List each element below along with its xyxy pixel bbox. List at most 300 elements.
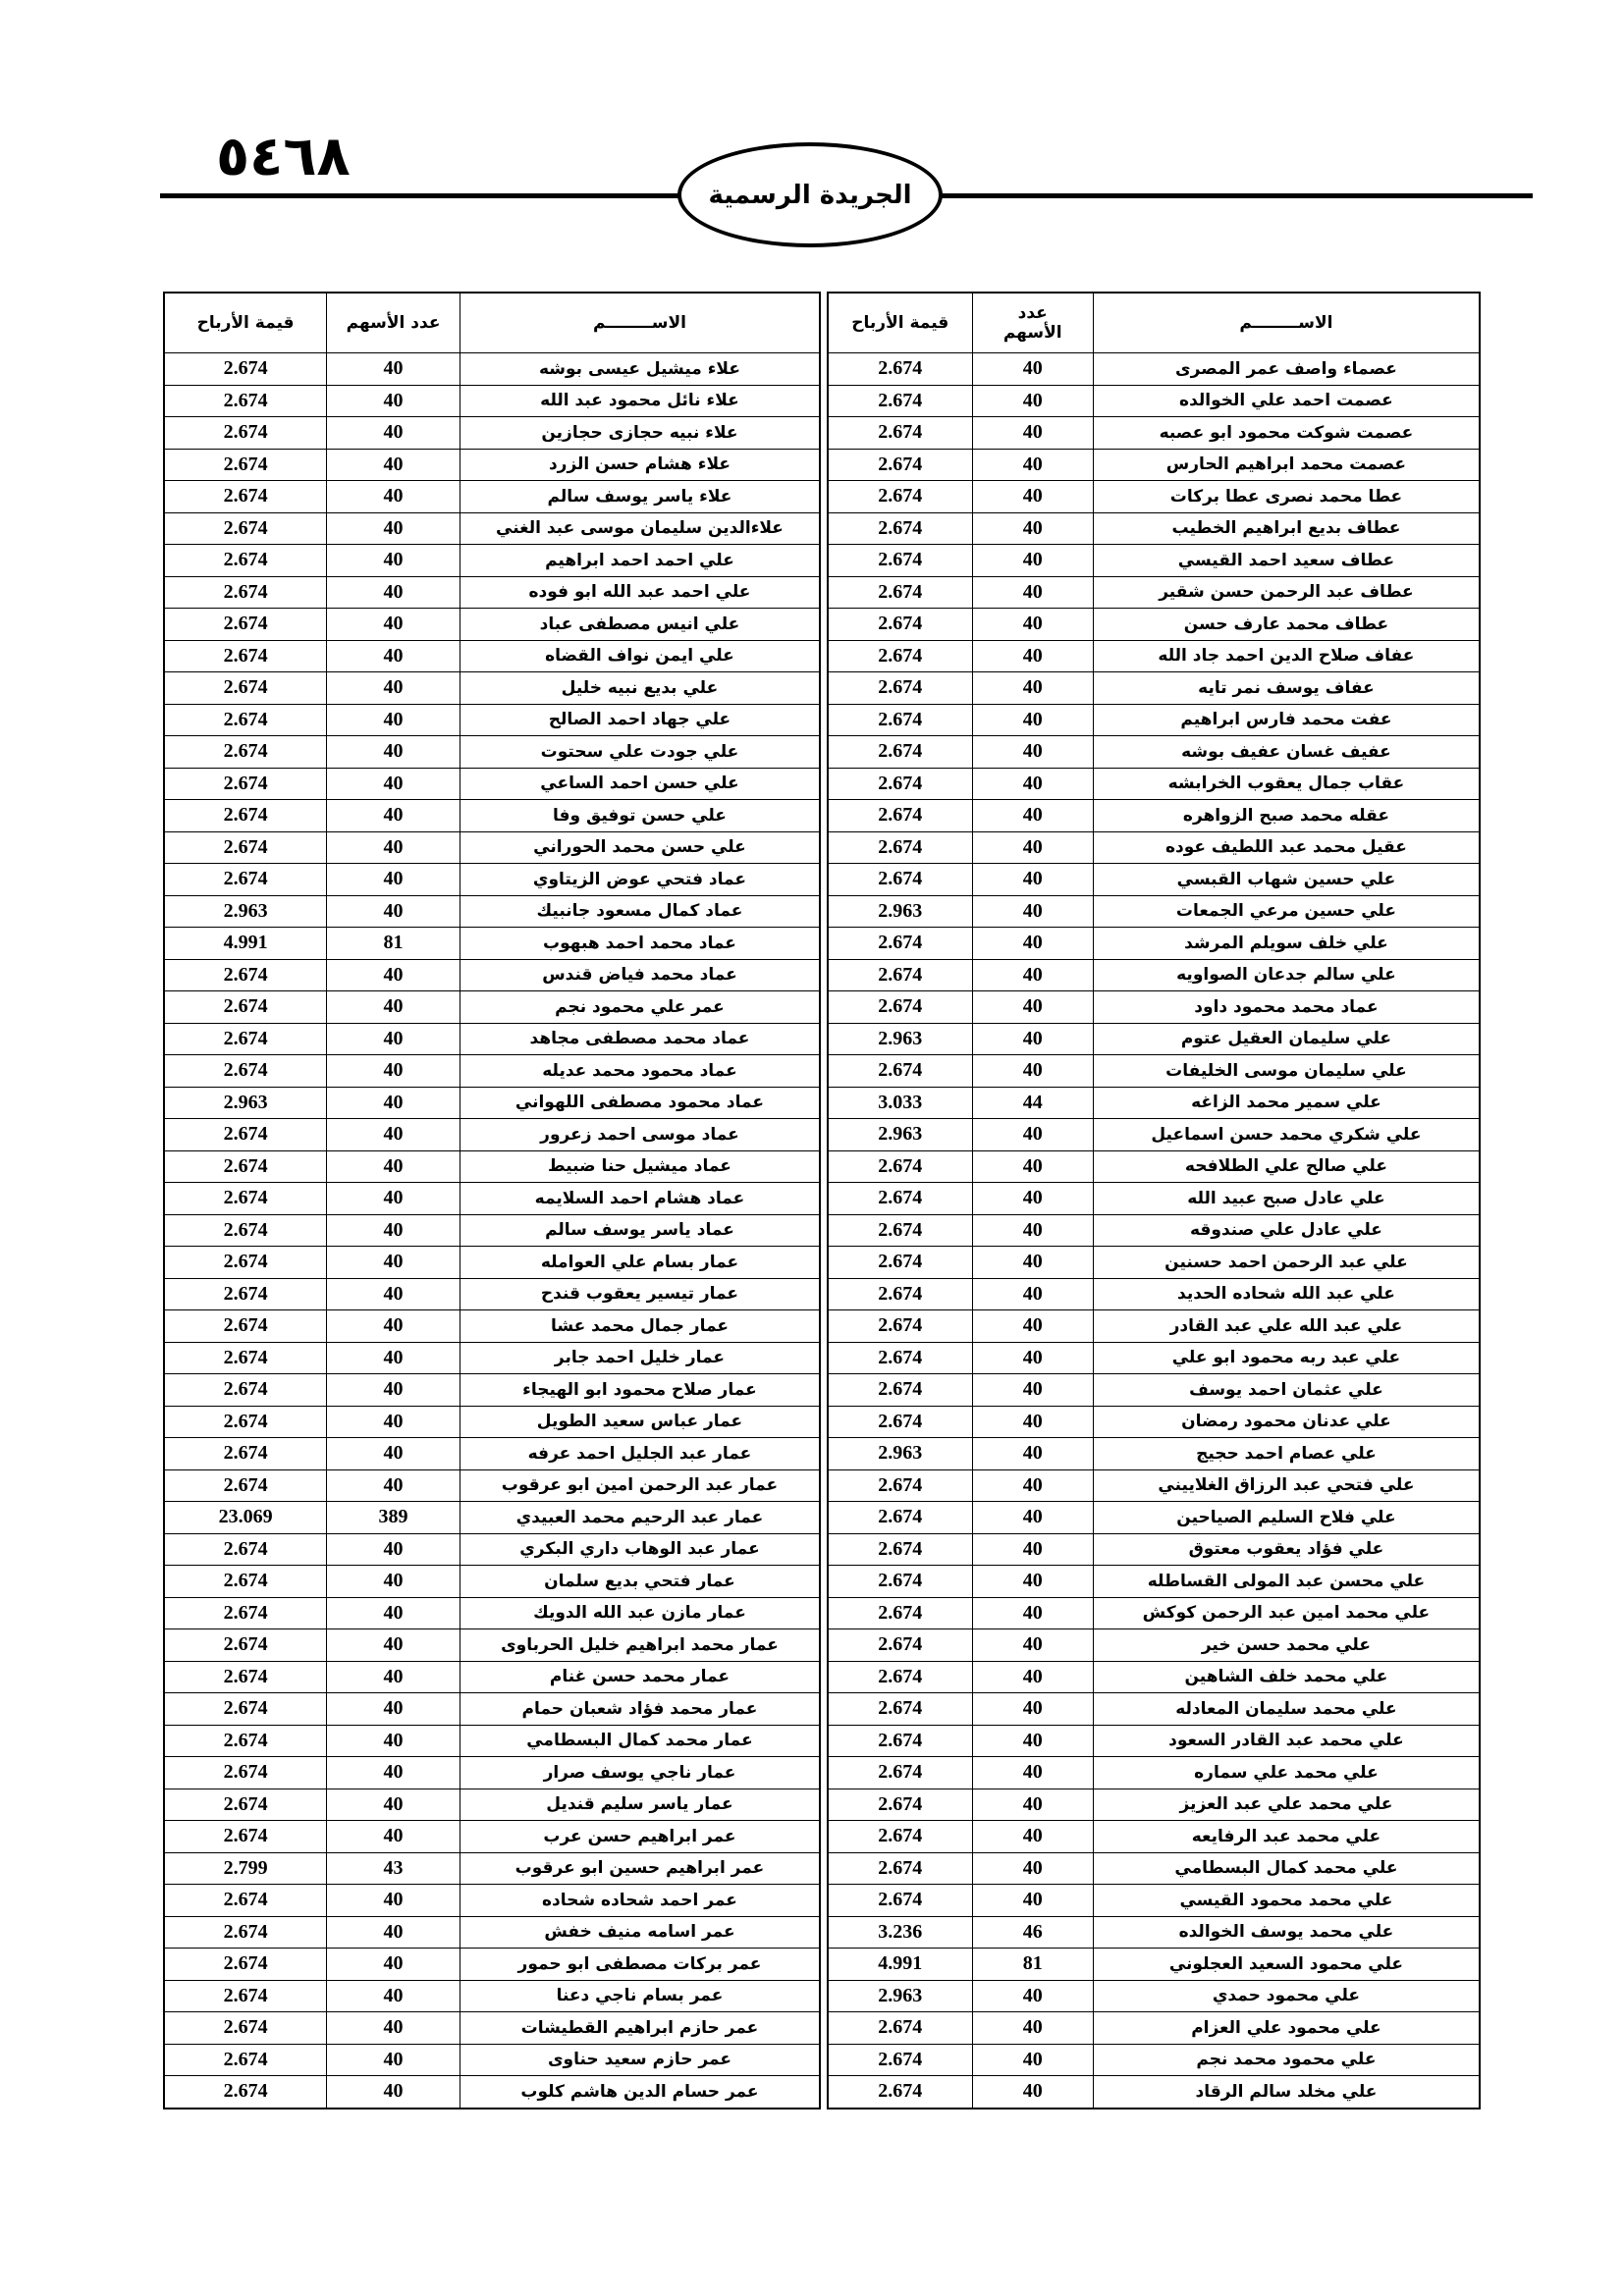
- shareholder-name: علي صالح علي الطلافحه: [1093, 1150, 1480, 1183]
- column-header-shares-line1: عدد: [1017, 303, 1048, 323]
- table-row: [828, 1757, 1480, 1789]
- profit-value: 2.674: [828, 1406, 972, 1438]
- table-row: [828, 768, 1480, 800]
- profit-value: 2.674: [164, 2044, 327, 2076]
- share-count: 40: [327, 2012, 460, 2045]
- shareholders-table-right: [827, 292, 1481, 2109]
- table-row: [164, 864, 820, 896]
- profit-value: 2.674: [164, 831, 327, 864]
- profit-value: 2.674: [828, 1821, 972, 1853]
- share-count: 40: [327, 1406, 460, 1438]
- profit-value: 2.674: [828, 768, 972, 800]
- shareholder-name: عفيف غسان عفيف بوشه: [1093, 736, 1480, 769]
- share-count: 40: [972, 576, 1093, 609]
- share-count: 40: [327, 1055, 460, 1088]
- share-count: 40: [327, 545, 460, 577]
- share-count: 40: [327, 1183, 460, 1215]
- table-row: [828, 1214, 1480, 1247]
- shareholder-name: علي محمود محمد نجم: [1093, 2044, 1480, 2076]
- profit-value: 2.674: [164, 1629, 327, 1662]
- shareholder-name: علي احمد احمد ابراهيم: [460, 545, 820, 577]
- profit-value: 2.963: [828, 1980, 972, 2012]
- table-row: [164, 1597, 820, 1629]
- profit-value: 2.674: [164, 1885, 327, 1917]
- profit-value: 2.674: [164, 1247, 327, 1279]
- shareholder-name: عمار عبد الرحمن امين ابو عرقوب: [460, 1469, 820, 1502]
- table-row: [828, 1342, 1480, 1374]
- shareholder-name: عمار محمد حسن غنام: [460, 1661, 820, 1693]
- table-row: [164, 1247, 820, 1279]
- table-row: [164, 385, 820, 417]
- table-row: [164, 1055, 820, 1088]
- profit-value: 2.674: [828, 2076, 972, 2109]
- profit-value: 2.963: [164, 1087, 327, 1119]
- share-count: 40: [327, 1150, 460, 1183]
- table-row: [164, 1502, 820, 1534]
- share-count: 46: [972, 1916, 1093, 1949]
- shareholder-name: عقاب جمال يعقوب الخرابشه: [1093, 768, 1480, 800]
- profit-value: 2.674: [164, 1757, 327, 1789]
- shareholder-name: عطاف محمد عارف حسن: [1093, 609, 1480, 641]
- profit-value: 2.674: [828, 385, 972, 417]
- shareholder-name: علي حسين مرعي الجمعات: [1093, 895, 1480, 928]
- shareholder-name: عمار خليل احمد جابر: [460, 1342, 820, 1374]
- share-count: 40: [327, 831, 460, 864]
- table-row: [828, 512, 1480, 545]
- shareholder-name: عطا محمد نصرى عطا بركات: [1093, 481, 1480, 513]
- share-count: 40: [972, 928, 1093, 960]
- share-count: 40: [972, 831, 1093, 864]
- shareholder-name: علي محمد علي سماره: [1093, 1757, 1480, 1789]
- profit-value: 2.674: [164, 1278, 327, 1310]
- profit-value: 2.674: [164, 1916, 327, 1949]
- shareholder-name: عمار ياسر سليم قنديل: [460, 1789, 820, 1821]
- profit-value: 2.674: [828, 1566, 972, 1598]
- profit-value: 2.963: [828, 1119, 972, 1151]
- profit-value: 2.674: [828, 864, 972, 896]
- profit-value: 2.674: [828, 1852, 972, 1885]
- profit-value: 2.674: [828, 1247, 972, 1279]
- shareholder-name: علاء ياسر يوسف سالم: [460, 481, 820, 513]
- shareholder-name: عماد موسى احمد زعرور: [460, 1119, 820, 1151]
- profit-value: 2.674: [828, 1629, 972, 1662]
- profit-value: 2.674: [828, 512, 972, 545]
- share-count: 40: [972, 1055, 1093, 1088]
- table-row: [828, 1469, 1480, 1502]
- profit-value: 2.674: [164, 1789, 327, 1821]
- share-count: 40: [327, 1119, 460, 1151]
- table-row: [828, 449, 1480, 481]
- share-count: 40: [327, 576, 460, 609]
- table-row: [828, 1374, 1480, 1407]
- shareholder-name: عماد محمد مصطفى مجاهد: [460, 1023, 820, 1055]
- share-count: 40: [327, 1310, 460, 1343]
- shareholder-name: عمار محمد ابراهيم خليل الحرباوى: [460, 1629, 820, 1662]
- table-row: [828, 640, 1480, 672]
- profit-value: 2.674: [164, 449, 327, 481]
- table-header-row: [164, 293, 820, 353]
- share-count: 40: [972, 1693, 1093, 1726]
- shareholder-name: عمار صلاح محمود ابو الهيجاء: [460, 1374, 820, 1407]
- profit-value: 2.674: [828, 1150, 972, 1183]
- table-row: [164, 1980, 820, 2012]
- share-count: 40: [327, 1438, 460, 1470]
- profit-value: 2.674: [164, 1533, 327, 1566]
- share-count: 81: [327, 928, 460, 960]
- table-row: [828, 2012, 1480, 2045]
- shareholder-name: علي فتحي عبد الرزاق الغلاييني: [1093, 1469, 1480, 1502]
- table-row: [164, 1661, 820, 1693]
- table-row: [164, 1406, 820, 1438]
- profit-value: 2.674: [828, 1693, 972, 1726]
- profit-value: 2.674: [164, 1406, 327, 1438]
- table-row: [164, 1150, 820, 1183]
- shareholder-name: عفاف صلاح الدين احمد جاد الله: [1093, 640, 1480, 672]
- share-count: 40: [327, 672, 460, 705]
- share-count: 40: [327, 1278, 460, 1310]
- shareholder-name: علي عادل صبح عبيد الله: [1093, 1183, 1480, 1215]
- share-count: 40: [972, 768, 1093, 800]
- shareholder-name: علي عبد الله علي عبد القادر: [1093, 1310, 1480, 1343]
- shareholder-name: علي محمود حمدي: [1093, 1980, 1480, 2012]
- profit-value: 2.674: [164, 1438, 327, 1470]
- table-row: [828, 831, 1480, 864]
- shareholder-name: علي محمد حسن خير: [1093, 1629, 1480, 1662]
- profit-value: 2.674: [828, 417, 972, 450]
- table-row: [164, 1342, 820, 1374]
- share-count: 40: [972, 1150, 1093, 1183]
- profit-value: 2.674: [828, 481, 972, 513]
- table-row: [164, 1916, 820, 1949]
- share-count: 40: [327, 1374, 460, 1407]
- share-count: 40: [972, 2076, 1093, 2109]
- share-count: 40: [972, 1661, 1093, 1693]
- table-row: [828, 800, 1480, 832]
- table-row: [828, 1406, 1480, 1438]
- profit-value: 2.674: [164, 385, 327, 417]
- profit-value: 2.674: [164, 1119, 327, 1151]
- share-count: 40: [972, 1310, 1093, 1343]
- share-count: 40: [972, 512, 1093, 545]
- shareholder-name: عطاف عبد الرحمن حسن شقير: [1093, 576, 1480, 609]
- share-count: 40: [972, 1278, 1093, 1310]
- profit-value: 2.674: [164, 1661, 327, 1693]
- share-count: 40: [327, 449, 460, 481]
- table-row: [828, 959, 1480, 991]
- table-row: [164, 1852, 820, 1885]
- share-count: 40: [972, 864, 1093, 896]
- share-count: 40: [327, 1469, 460, 1502]
- shareholder-name: عمر ابراهيم حسن عرب: [460, 1821, 820, 1853]
- shareholder-name: علاء نبيه حجازى حجازين: [460, 417, 820, 450]
- shareholder-name: عمر ابراهيم حسين ابو عرقوب: [460, 1852, 820, 1885]
- table-row: [828, 1885, 1480, 1917]
- table-row: [164, 1885, 820, 1917]
- shareholder-name: علي مخلد سالم الرقاد: [1093, 2076, 1480, 2109]
- share-count: 40: [327, 353, 460, 386]
- profit-value: 2.674: [828, 831, 972, 864]
- shareholder-name: عمر بسام ناجي دعنا: [460, 1980, 820, 2012]
- profit-value: 23.069: [164, 1502, 327, 1534]
- shareholder-name: عمار محمد كمال البسطامي: [460, 1725, 820, 1757]
- table-row: [828, 864, 1480, 896]
- share-count: 40: [972, 449, 1093, 481]
- share-count: 40: [972, 1342, 1093, 1374]
- share-count: 40: [327, 1087, 460, 1119]
- profit-value: 4.991: [164, 928, 327, 960]
- share-count: 40: [327, 640, 460, 672]
- table-row: [828, 1278, 1480, 1310]
- profit-value: 2.674: [828, 353, 972, 386]
- shareholder-name: علي حسن محمد الحوراني: [460, 831, 820, 864]
- share-count: 40: [972, 1023, 1093, 1055]
- share-count: 40: [972, 1502, 1093, 1534]
- share-count: 40: [972, 1789, 1093, 1821]
- table-row: [164, 672, 820, 705]
- profit-value: 2.674: [164, 704, 327, 736]
- shareholder-name: عمر حازم سعيد حناوى: [460, 2044, 820, 2076]
- shareholder-name: علي محمود السعيد العجلوني: [1093, 1949, 1480, 1981]
- share-count: 40: [327, 385, 460, 417]
- table-row: [828, 991, 1480, 1024]
- table-row: [828, 2076, 1480, 2109]
- table-row: [828, 1566, 1480, 1598]
- table-row: [828, 1916, 1480, 1949]
- profit-value: 2.674: [164, 417, 327, 450]
- share-count: 40: [327, 959, 460, 991]
- shareholder-name: عماد هشام احمد السلايمه: [460, 1183, 820, 1215]
- shareholder-name: علي محمد علي عبد العزيز: [1093, 1789, 1480, 1821]
- shareholder-name: عمر علي محمود نجم: [460, 991, 820, 1024]
- share-count: 40: [327, 1757, 460, 1789]
- share-count: 40: [327, 609, 460, 641]
- share-count: 40: [972, 1566, 1093, 1598]
- profit-value: 2.674: [164, 1566, 327, 1598]
- table-row: [164, 576, 820, 609]
- shareholder-name: عمار عبد الجليل احمد عرفه: [460, 1438, 820, 1470]
- profit-value: 2.674: [828, 449, 972, 481]
- share-count: 40: [327, 736, 460, 769]
- share-count: 40: [327, 481, 460, 513]
- table-row: [828, 704, 1480, 736]
- table-row: [164, 1821, 820, 1853]
- profit-value: 2.674: [828, 800, 972, 832]
- table-row: [164, 1789, 820, 1821]
- share-count: 40: [972, 800, 1093, 832]
- shareholder-name: علي عادل علي صندوقه: [1093, 1214, 1480, 1247]
- share-count: 40: [327, 800, 460, 832]
- shareholder-name: عماد محمد فياض قندس: [460, 959, 820, 991]
- table-row: [164, 959, 820, 991]
- gazette-title: الجريدة الرسمية: [708, 180, 912, 210]
- shareholder-name: عماد محمود محمد عديله: [460, 1055, 820, 1088]
- shareholder-name: علي سالم جدعان الصواويه: [1093, 959, 1480, 991]
- profit-value: 4.991: [828, 1949, 972, 1981]
- shareholder-name: عطاف بديع ابراهيم الخطيب: [1093, 512, 1480, 545]
- shareholder-name: عمار جمال محمد عشا: [460, 1310, 820, 1343]
- table-row: [164, 1949, 820, 1981]
- table-row: [164, 1214, 820, 1247]
- shareholder-name: علي محمود علي العزام: [1093, 2012, 1480, 2045]
- profit-value: 2.674: [828, 1342, 972, 1374]
- shareholder-name: علي حسن احمد الساعي: [460, 768, 820, 800]
- share-count: 40: [327, 2044, 460, 2076]
- table-row: [164, 928, 820, 960]
- profit-value: 2.963: [164, 895, 327, 928]
- share-count: 40: [327, 704, 460, 736]
- share-count: 40: [327, 1342, 460, 1374]
- column-header-profit: قيمة الأرباح: [164, 293, 327, 353]
- shareholder-name: علي محسن عبد المولى القساطله: [1093, 1566, 1480, 1598]
- shareholder-name: علي محمد كمال البسطامي: [1093, 1852, 1480, 1885]
- share-count: 40: [327, 864, 460, 896]
- share-count: 40: [972, 2012, 1093, 2045]
- table-row: [828, 1055, 1480, 1088]
- share-count: 40: [327, 1533, 460, 1566]
- share-count: 40: [327, 417, 460, 450]
- profit-value: 2.674: [828, 1533, 972, 1566]
- table-row: [828, 895, 1480, 928]
- table-row: [164, 1757, 820, 1789]
- share-count: 40: [972, 1119, 1093, 1151]
- share-count: 40: [972, 1438, 1093, 1470]
- share-count: 40: [972, 417, 1093, 450]
- profit-value: 2.674: [828, 704, 972, 736]
- shareholder-name: عماد محمود مصطفى اللهواني: [460, 1087, 820, 1119]
- table-row: [828, 353, 1480, 386]
- share-count: 40: [327, 1789, 460, 1821]
- profit-value: 2.674: [828, 609, 972, 641]
- shareholder-name: عمار عباس سعيد الطويل: [460, 1406, 820, 1438]
- table-row: [164, 1310, 820, 1343]
- table-row: [164, 481, 820, 513]
- shareholder-name: علي جهاد احمد الصالح: [460, 704, 820, 736]
- shareholder-name: علي فلاح السليم الصياحين: [1093, 1502, 1480, 1534]
- profit-value: 2.674: [828, 1278, 972, 1310]
- table-row: [828, 1438, 1480, 1470]
- shareholder-name: علاء هشام حسن الزرد: [460, 449, 820, 481]
- table-row: [164, 512, 820, 545]
- share-count: 40: [327, 768, 460, 800]
- shareholder-name: عفاف يوسف نمر تايه: [1093, 672, 1480, 705]
- table-row: [828, 481, 1480, 513]
- table-row: [828, 1693, 1480, 1726]
- profit-value: 2.674: [164, 481, 327, 513]
- shareholder-name: عماد محمد محمود داود: [1093, 991, 1480, 1024]
- profit-value: 2.674: [164, 576, 327, 609]
- profit-value: 2.674: [828, 1214, 972, 1247]
- profit-value: 2.674: [164, 1597, 327, 1629]
- profit-value: 2.674: [164, 864, 327, 896]
- shareholder-name: علي محمد يوسف الخوالده: [1093, 1916, 1480, 1949]
- share-count: 40: [972, 2044, 1093, 2076]
- table-row: [164, 704, 820, 736]
- shareholder-name: علاءالدين سليمان موسى عبد الغني: [460, 512, 820, 545]
- table-row: [164, 353, 820, 386]
- profit-value: 2.674: [828, 1725, 972, 1757]
- share-count: 40: [972, 736, 1093, 769]
- share-count: 40: [327, 1980, 460, 2012]
- profit-value: 2.674: [828, 959, 972, 991]
- profit-value: 2.674: [828, 1183, 972, 1215]
- column-header-name: الاســــــــم: [460, 293, 820, 353]
- profit-value: 2.674: [828, 1597, 972, 1629]
- shareholder-name: عماد فتحي عوض الزيتاوي: [460, 864, 820, 896]
- shareholder-name: علي فؤاد يعقوب معتوق: [1093, 1533, 1480, 1566]
- share-count: 40: [327, 1821, 460, 1853]
- share-count: 40: [972, 959, 1093, 991]
- profit-value: 2.674: [828, 576, 972, 609]
- profit-value: 2.674: [828, 991, 972, 1024]
- shareholder-name: عصمت شوكت محمود ابو عصبه: [1093, 417, 1480, 450]
- table-row: [164, 1023, 820, 1055]
- table-row: [164, 2012, 820, 2045]
- profit-value: 2.963: [828, 895, 972, 928]
- table-row: [828, 1980, 1480, 2012]
- shareholder-name: علي ايمن نواف القضاه: [460, 640, 820, 672]
- shareholder-name: علي سليمان موسى الخليفات: [1093, 1055, 1480, 1088]
- share-count: 40: [327, 1885, 460, 1917]
- page-number: ٥٤٦٨: [216, 125, 351, 188]
- share-count: 40: [972, 1852, 1093, 1885]
- table-row: [164, 640, 820, 672]
- shareholder-name: علي محمد سليمان المعادله: [1093, 1693, 1480, 1726]
- table-body-left: [164, 353, 820, 2109]
- profit-value: 2.674: [164, 736, 327, 769]
- table-row: [828, 1949, 1480, 1981]
- profit-value: 2.674: [164, 2076, 327, 2109]
- table-row: [164, 2076, 820, 2109]
- shareholder-name: عقله محمد صبح الزواهره: [1093, 800, 1480, 832]
- shareholder-name: علاء ميشيل عيسى بوشه: [460, 353, 820, 386]
- shareholder-name: علي محمد عبد القادر السعود: [1093, 1725, 1480, 1757]
- shareholder-name: عماد ياسر يوسف سالم: [460, 1214, 820, 1247]
- shareholder-name: علي محمد محمود القيسي: [1093, 1885, 1480, 1917]
- share-count: 44: [972, 1087, 1093, 1119]
- shareholder-name: علي عصام احمد حجيج: [1093, 1438, 1480, 1470]
- share-count: 40: [972, 609, 1093, 641]
- shareholder-name: علي خلف سويلم المرشد: [1093, 928, 1480, 960]
- shareholder-name: علي احمد عبد الله ابو فوده: [460, 576, 820, 609]
- share-count: 40: [327, 895, 460, 928]
- profit-value: 2.674: [828, 1661, 972, 1693]
- profit-value: 2.674: [828, 1055, 972, 1088]
- column-header-name: الاســــــــم: [1093, 293, 1480, 353]
- profit-value: 2.674: [164, 1821, 327, 1853]
- profit-value: 2.674: [828, 672, 972, 705]
- table-row: [828, 385, 1480, 417]
- table-row: [164, 609, 820, 641]
- profit-value: 2.674: [164, 1469, 327, 1502]
- profit-value: 2.674: [164, 640, 327, 672]
- shareholder-name: عمر اسامه منيف خفش: [460, 1916, 820, 1949]
- profit-value: 2.674: [828, 2012, 972, 2045]
- shareholder-name: عطاف سعيد احمد القيسي: [1093, 545, 1480, 577]
- profit-value: 2.674: [164, 959, 327, 991]
- table-row: [164, 2044, 820, 2076]
- share-count: 40: [327, 1725, 460, 1757]
- profit-value: 2.674: [828, 1885, 972, 1917]
- profit-value: 2.674: [828, 928, 972, 960]
- share-count: 40: [972, 353, 1093, 386]
- profit-value: 2.674: [164, 768, 327, 800]
- table-row: [828, 417, 1480, 450]
- share-count: 40: [327, 1214, 460, 1247]
- profit-value: 2.674: [828, 1502, 972, 1534]
- table-row: [164, 991, 820, 1024]
- table-row: [828, 1725, 1480, 1757]
- profit-value: 2.674: [164, 1949, 327, 1981]
